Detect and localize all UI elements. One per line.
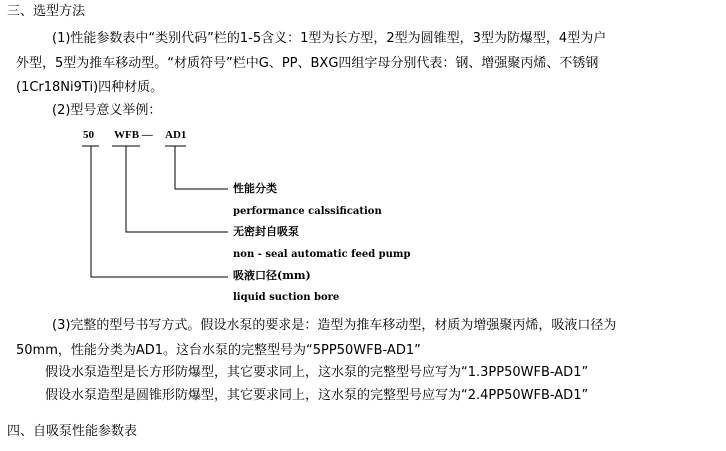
label-perf-en: performance calssification	[233, 206, 382, 217]
para3-line2: 50mm，性能分类为AD1。这台水泵的完整型号为“5PP50WFB-AD1”	[16, 343, 421, 358]
label-type-cn: 无密封自吸泵	[233, 225, 299, 238]
label-size-cn: 吸液口径(mm)	[233, 269, 311, 282]
para1-line2: 外型，5型为推车移动型。“材质符号”栏中G、PP、BXG四组字母分别代表：钢、增强聚丙烯、不锈钢	[16, 56, 599, 71]
section-3-heading: 三、选型方法	[7, 4, 86, 19]
label-perf-cn: 性能分类	[233, 182, 277, 195]
para3-line3: 假设水泵造型是长方形防爆型，其它要求同上，这水泵的完整型号应写为“1.3PP50WFB-AD1”	[45, 365, 589, 380]
section-4-heading: 四、自吸泵性能参数表	[7, 424, 138, 439]
label-type-en: non - seal automatic feed pump	[233, 249, 411, 260]
para3-line1: (3)完整的型号书写方式。假设水泵的要求是：造型为推车移动型，材质为增强聚丙烯，吸液口径为	[52, 318, 617, 333]
para1-line3: (1Cr18Ni9Ti)四种材质。	[16, 80, 164, 95]
para2-line1: (2)型号意义举例：	[52, 103, 162, 118]
label-size-en: liquid suction bore	[233, 292, 340, 303]
code-perf: AD1	[165, 129, 187, 141]
code-type: WFB —	[114, 129, 153, 141]
code-size: 50	[83, 129, 94, 141]
para1-line1: (1)性能参数表中“类别代码”栏的1-5含义：1型为长方型，2型为圆锥型，3型为防爆型，4型为户	[52, 31, 607, 46]
para3-line4: 假设水泵造型是圆锥形防爆型，其它要求同上，这水泵的完整型号应写为“2.4PP50WFB-AD1”	[45, 388, 589, 403]
